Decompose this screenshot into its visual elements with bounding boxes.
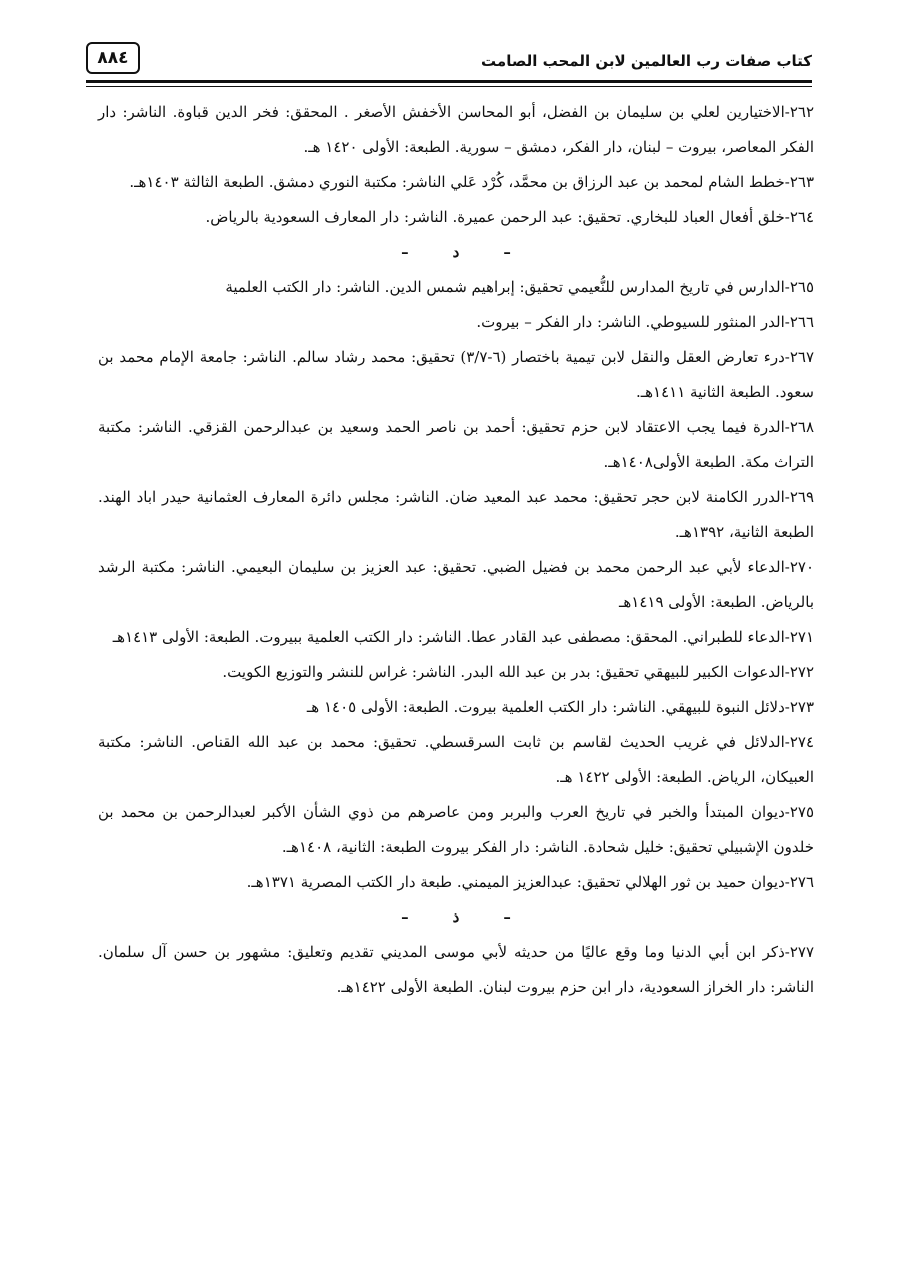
bib-entry: ٢٦٢-الاختيارين لعلي بن سليمان بن الفضل، أبو المحاسن الأخفش الأصغر . المحقق: فخر الدين قباوة. الناشر: دار الفكر المعاصر، بيروت – لبنان، دار الفكر، دمشق – سورية. الطبعة: الأولى ١٤٢٠ هـ. bbox=[98, 103, 814, 156]
divider-letter: ذ bbox=[452, 908, 460, 926]
book-title: كتاب صفات رب العالمين لابن المحب الصامت bbox=[481, 52, 812, 70]
bib-entry: ٢٧٦-ديوان حميد بن ثور الهلالي تحقيق: عبدالعزيز الميمني. طبعة دار الكتب المصرية ١٣٧١هـ. bbox=[246, 873, 814, 891]
divider-dash: – bbox=[503, 243, 511, 261]
section-divider-dal bbox=[98, 235, 814, 270]
bib-entry: ٢٧٧-ذكر ابن أبي الدنيا وما وقع عاليًا من حديثه لأبي موسى المديني تقديم وتعليق: مشهور بن حسن آل سلمان. الناشر: دار الخراز السعودية، دار ابن حزم بيروت لبنان. الطبعة الأولى ١٤٢٢هـ. bbox=[98, 943, 814, 996]
bib-entry: ٢٦٥-الدارس في تاريخ المدارس للنُّعيمي تحقيق: إبراهيم شمس الدين. الناشر: دار الكتب العلمية bbox=[225, 278, 814, 296]
bib-entry: ٢٧٣-دلائل النبوة للبيهقي. الناشر: دار الكتب العلمية بيروت. الطبعة: الأولى ١٤٠٥ هـ bbox=[306, 698, 814, 716]
divider-dash: – bbox=[401, 243, 409, 261]
bib-entry: ٢٦٦-الدر المنثور للسيوطي. الناشر: دار الفكر – بيروت. bbox=[476, 313, 814, 331]
bib-entry: ٢٧٤-الدلائل في غريب الحديث لقاسم بن ثابت السرقسطي. تحقيق: محمد بن عبد الله القناص. الناشر: مكتبة العبيكان، الرياض. الطبعة: الأولى ١٤٢٢ هـ. bbox=[98, 733, 815, 786]
bib-entry: ٢٦٤-خلق أفعال العباد للبخاري. تحقيق: عبد الرحمن عميرة. الناشر: دار المعارف السعودية بالرياض. bbox=[205, 208, 814, 226]
bib-entry: ٢٧٥-ديوان المبتدأ والخبر في تاريخ العرب والبربر ومن عاصرهم من ذوي الشأن الأكبر لعبدالرحمن بن محمد بن خلدون الإشبيلي تحقيق: خليل شحادة. الناشر: دار الفكر بيروت الطبعة: الثانية، ١٤٠٨هـ. bbox=[98, 803, 814, 856]
divider-letter: د bbox=[452, 243, 460, 261]
divider-dash: – bbox=[401, 908, 409, 926]
bib-entry: ٢٧٢-الدعوات الكبير للبيهقي تحقيق: بدر بن عبد الله البدر. الناشر: غراس للنشر والتوزيع الكويت. bbox=[222, 663, 814, 681]
bib-entry: ٢٦٧-درء تعارض العقل والنقل لابن تيمية باختصار (٦-٣/٧) تحقيق: محمد رشاد سالم. الناشر: جامعة الإمام محمد بن سعود. الطبعة الثانية ١٤١١هـ. bbox=[98, 348, 814, 401]
bib-entry: ٢٧١-الدعاء للطبراني. المحقق: مصطفى عبد القادر عطا. الناشر: دار الكتب العلمية ببيروت. الطبعة: الأولى ١٤١٣هـ bbox=[112, 628, 814, 646]
bib-entry: ٢٦٨-الدرة فيما يجب الاعتقاد لابن حزم تحقيق: أحمد بن ناصر الحمد وسعيد بن عبدالرحمن القزقي. الناشر: مكتبة التراث مكة. الطبعة الأولى١٤٠٨هـ. bbox=[98, 418, 814, 471]
bibliography bbox=[98, 95, 814, 1005]
header-rule-thick bbox=[86, 80, 812, 83]
bib-entry: ٢٦٣-خطط الشام لمحمد بن عبد الرزاق بن محمَّد، كُرْد عَلي الناشر: مكتبة النوري دمشق. الطبعة الثالثة ١٤٠٣هـ. bbox=[129, 173, 814, 191]
header-rule-thin bbox=[86, 86, 812, 87]
page-number: ٨٨٤ bbox=[86, 42, 140, 74]
divider-dash: – bbox=[503, 908, 511, 926]
section-divider-dhal bbox=[98, 900, 814, 935]
page-header bbox=[86, 42, 812, 78]
bib-entry: ٢٦٩-الدرر الكامنة لابن حجر تحقيق: محمد عبد المعيد ضان. الناشر: مجلس دائرة المعارف العثمانية حيدر اباد الهند. الطبعة الثانية، ١٣٩٢هـ. bbox=[98, 488, 814, 541]
bib-entry: ٢٧٠-الدعاء لأبي عبد الرحمن محمد بن فضيل الضبي. تحقيق: عبد العزيز بن سليمان البعيمي. الناشر: مكتبة الرشد بالرياض. الطبعة: الأولى ١٤١٩هـ bbox=[98, 558, 814, 611]
